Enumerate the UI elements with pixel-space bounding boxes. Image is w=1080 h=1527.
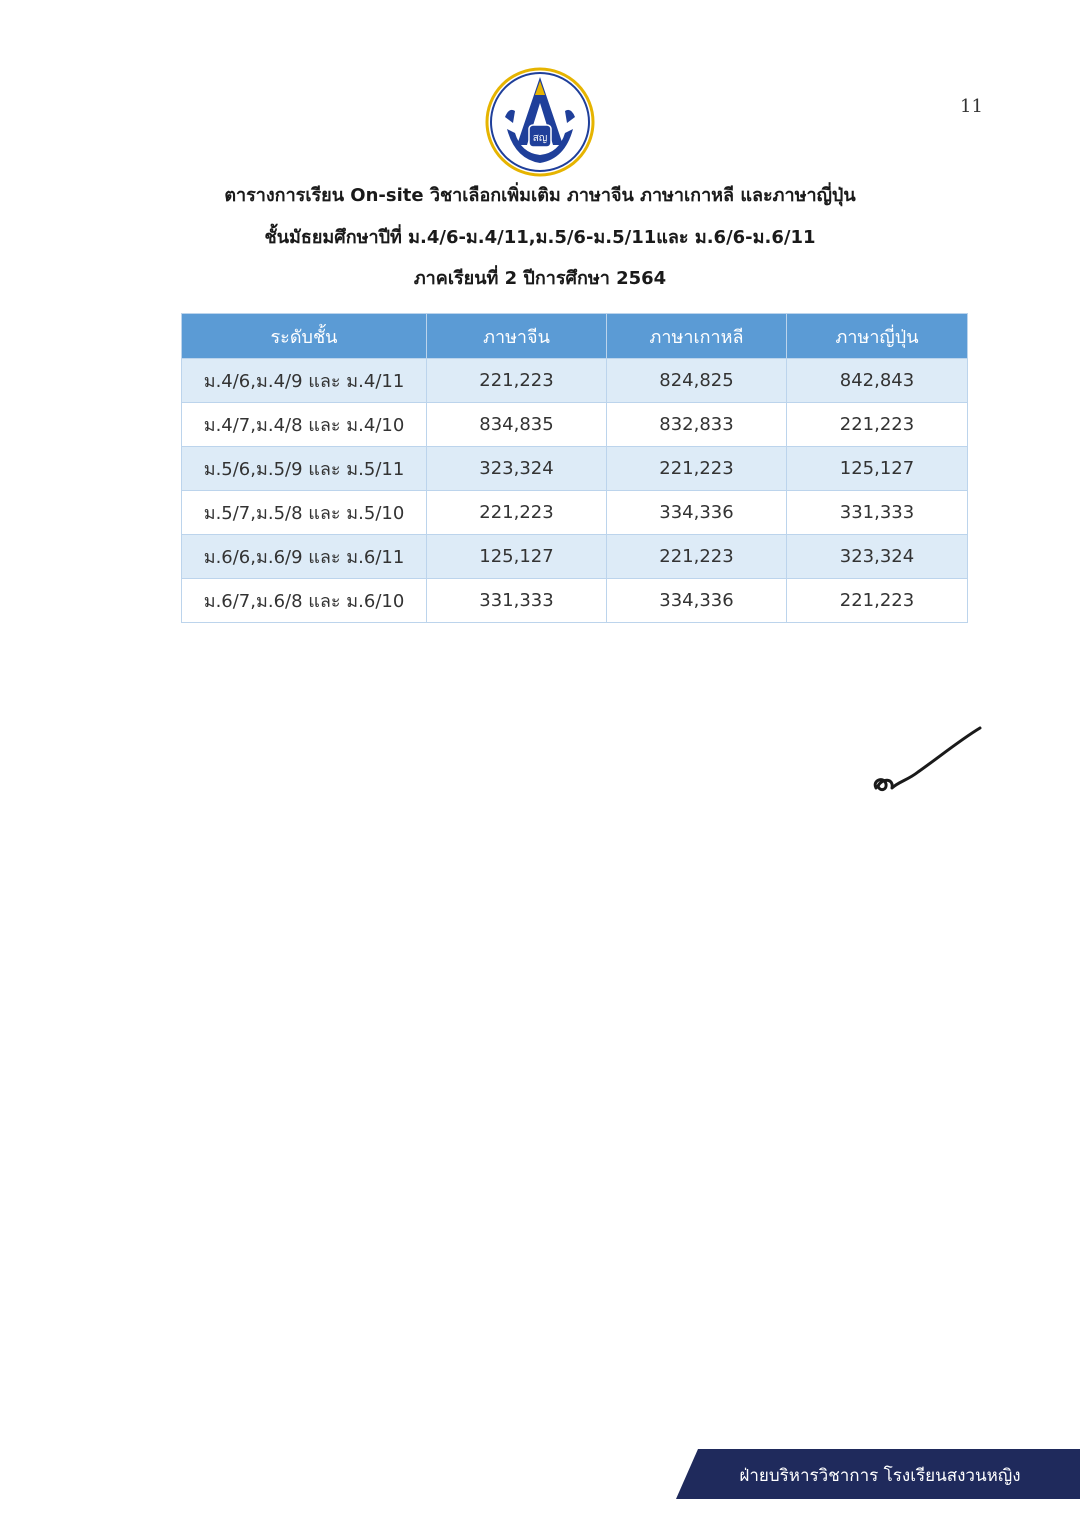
school-logo-icon <box>485 67 595 177</box>
title-line-1: ตารางการเรียน On-site วิชาเลือกเพิ่มเติม ภาษาจีน ภาษาเกาหลี และภาษาญี่ปุ่น <box>224 185 856 206</box>
cell-japanese: 323,324 <box>787 535 968 579</box>
cell-korean: 824,825 <box>607 359 787 403</box>
signature-icon <box>868 722 988 802</box>
schedule-table <box>181 313 968 623</box>
header-korean: ภาษาเกาหลี <box>607 314 787 359</box>
cell-chinese: 834,835 <box>427 403 607 447</box>
cell-japanese: 125,127 <box>787 447 968 491</box>
cell-grade: ม.5/7,ม.5/8 และ ม.5/10 <box>182 491 427 535</box>
cell-chinese: 331,333 <box>427 579 607 623</box>
header-chinese: ภาษาจีน <box>427 314 607 359</box>
table-row <box>182 579 968 623</box>
page-number: 11 <box>960 96 983 117</box>
table-row <box>182 491 968 535</box>
title-line-2: ชั้นมัธยมศึกษาปีที่ ม.4/6-ม.4/11,ม.5/6-ม.5/11และ ม.6/6-ม.6/11 <box>264 227 816 248</box>
cell-japanese: 331,333 <box>787 491 968 535</box>
table-row <box>182 447 968 491</box>
cell-korean: 221,223 <box>607 535 787 579</box>
header-grade: ระดับชั้น <box>182 314 427 359</box>
cell-chinese: 125,127 <box>427 535 607 579</box>
cell-grade: ม.6/6,ม.6/9 และ ม.6/11 <box>182 535 427 579</box>
table-row <box>182 403 968 447</box>
title-line-3: ภาคเรียนที่ 2 ปีการศึกษา 2564 <box>413 268 667 289</box>
cell-chinese: 221,223 <box>427 359 607 403</box>
cell-chinese: 221,223 <box>427 491 607 535</box>
cell-japanese: 221,223 <box>787 403 968 447</box>
header-japanese: ภาษาญี่ปุ่น <box>787 314 968 359</box>
table-row <box>182 359 968 403</box>
cell-grade: ม.4/7,ม.4/8 และ ม.4/10 <box>182 403 427 447</box>
cell-grade: ม.5/6,ม.5/9 และ ม.5/11 <box>182 447 427 491</box>
table-header-row <box>182 314 968 359</box>
cell-korean: 832,833 <box>607 403 787 447</box>
cell-japanese: 842,843 <box>787 359 968 403</box>
cell-korean: 221,223 <box>607 447 787 491</box>
footer-department: ฝ่ายบริหารวิชาการ โรงเรียนสงวนหญิง <box>739 1466 1021 1486</box>
cell-korean: 334,336 <box>607 579 787 623</box>
table-row <box>182 535 968 579</box>
cell-japanese: 221,223 <box>787 579 968 623</box>
cell-chinese: 323,324 <box>427 447 607 491</box>
cell-grade: ม.4/6,ม.4/9 และ ม.4/11 <box>182 359 427 403</box>
cell-grade: ม.6/7,ม.6/8 และ ม.6/10 <box>182 579 427 623</box>
svg-text:สญ: สญ <box>532 133 548 144</box>
cell-korean: 334,336 <box>607 491 787 535</box>
